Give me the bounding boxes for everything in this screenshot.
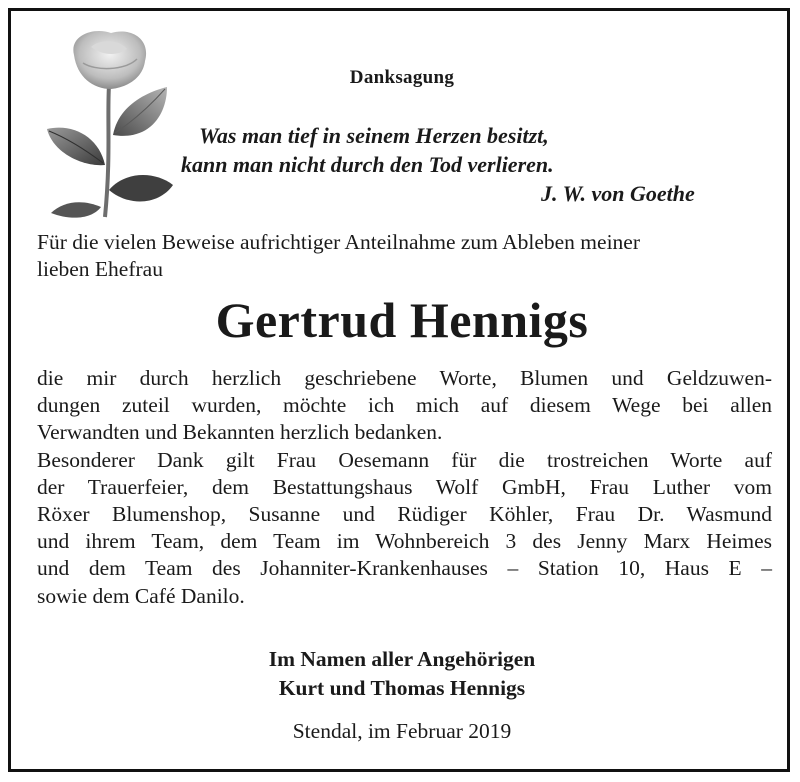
heading-danksagung: Danksagung	[349, 67, 455, 88]
intro-line-2: lieben Ehefrau	[37, 257, 163, 281]
body-text	[37, 365, 772, 610]
signature-line-1: Im Namen aller Angehörigen	[268, 647, 536, 671]
body-line: die mir durch herzlich geschriebene Worte, Blumen und Geldzuwen-	[37, 366, 772, 390]
body-line: und ihrem Team, dem Team im Wohnbereich 3 des Jenny Marx Heimes	[37, 529, 772, 554]
body-line: der Trauerfeier, dem Bestattungshaus Wolf GmbH, Frau Luther vom	[37, 474, 772, 499]
place-date: Stendal, im Februar 2019	[292, 719, 512, 743]
quote-line-2: kann man nicht durch den Tod verlieren.	[181, 152, 554, 177]
signature-line-2: Kurt und Thomas Hennigs	[278, 676, 526, 700]
rose-icon	[39, 25, 184, 220]
deceased-name: Gertrud Hennigs	[215, 292, 589, 348]
intro-line-1: Für die vielen Beweise aufrichtiger Anteilnahme zum Ableben meiner	[37, 230, 640, 254]
quote-line-1: Was man tief in seinem Herzen besitzt,	[199, 123, 549, 148]
intro-text	[37, 229, 772, 283]
quote-author: J. W. von Goethe	[541, 181, 695, 206]
body-line: Besonderer Dank gilt Frau Oesemann für die trostreichen Worte auf	[37, 447, 772, 472]
body-line: sowie dem Café Danilo.	[37, 583, 245, 608]
obituary-card	[8, 8, 790, 772]
body-line: dungen zuteil wurden, möchte ich mich auf diesem Wege bei allen	[37, 393, 772, 418]
body-line: Verwandten und Bekannten herzlich bedanken.	[37, 420, 443, 445]
body-line: und dem Team des Johanniter-Krankenhauses – Station 10, Haus E –	[37, 556, 772, 581]
signature	[11, 645, 793, 703]
body-line: Röxer Blumenshop, Susanne und Rüdiger Köhler, Frau Dr. Wasmund	[37, 502, 772, 527]
